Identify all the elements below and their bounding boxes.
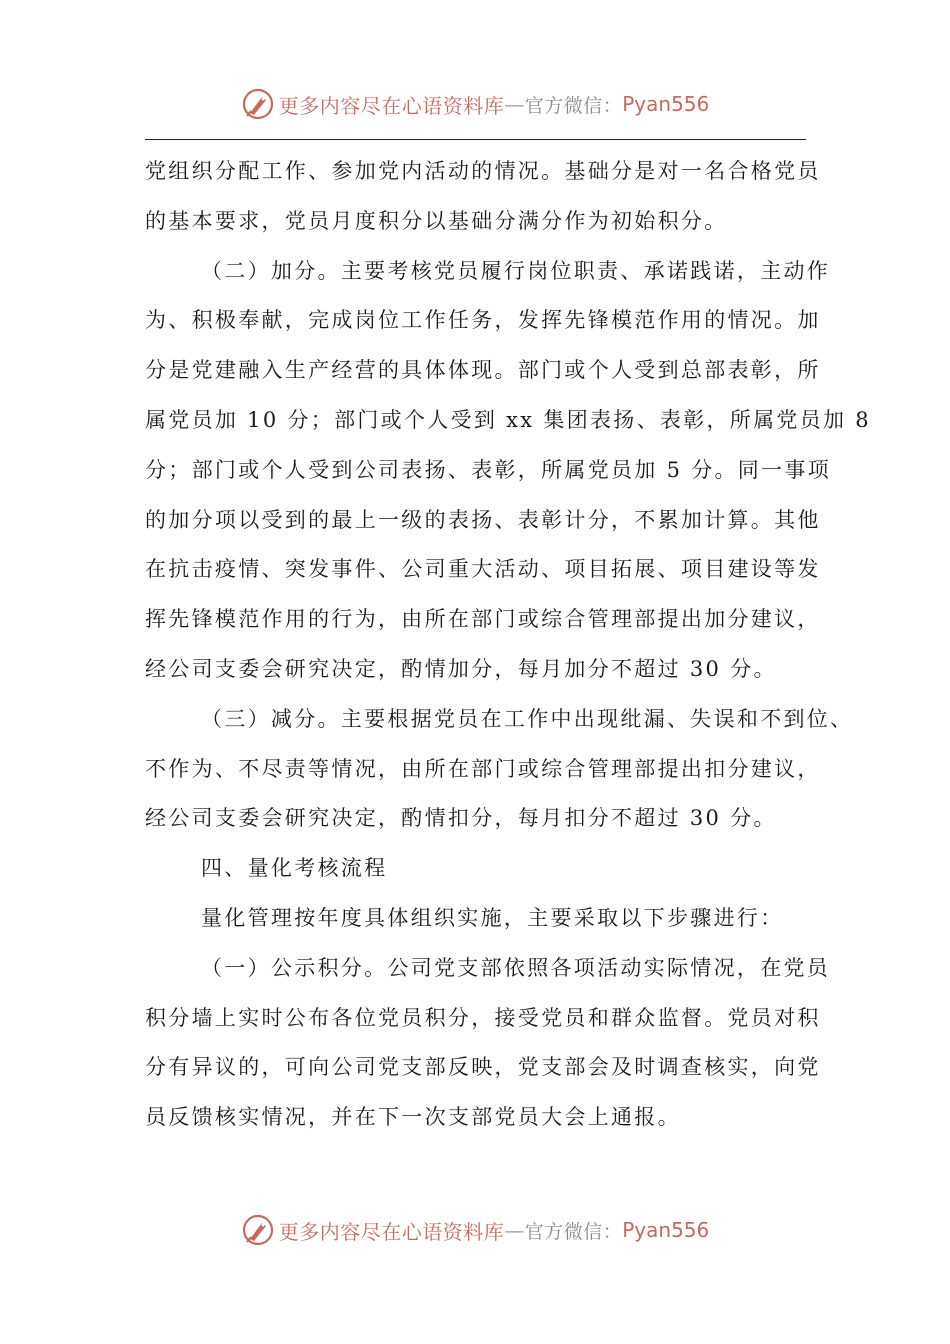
text-line: 经公司支委会研究决定，酌情加分，每月加分不超过 30 分。 bbox=[145, 656, 777, 681]
text-line: 员反馈核实情况，并在下一次支部党员大会上通报。 bbox=[145, 1105, 681, 1130]
header-divider bbox=[145, 139, 806, 140]
pen-nib-icon bbox=[241, 87, 275, 121]
banner-wechat-id: Pyan556 bbox=[622, 1218, 710, 1242]
text-line: 挥先锋模范作用的行为，由所在部门或综合管理部提出加分建议， bbox=[145, 607, 821, 632]
footer-banner bbox=[0, 1210, 950, 1250]
text-line: 量化管理按年度具体组织实施，主要采取以下步骤进行： bbox=[201, 905, 784, 930]
document-body bbox=[145, 147, 871, 1143]
text-line: 不作为、不尽责等情况，由所在部门或综合管理部提出扣分建议， bbox=[145, 756, 821, 781]
paragraph-heading-line: （二）加分。主要考核党员履行岗位职责、承诺践诺，主动作 bbox=[201, 258, 831, 283]
text-line: 的基本要求，党员月度积分以基础分满分作为初始积分。 bbox=[145, 208, 728, 233]
text-line: 党组织分配工作、参加党内活动的情况。基础分是对一名合格党员 bbox=[145, 159, 821, 183]
banner-wechat-id: Pyan556 bbox=[622, 92, 710, 116]
banner-separator: — bbox=[504, 92, 525, 116]
text-line: 属党员加 10 分；部门或个人受到 xx 集团表扬、表彰，所属党员加 8 bbox=[145, 407, 871, 432]
pen-nib-icon bbox=[241, 1213, 275, 1247]
text-line: 在抗击疫情、突发事件、公司重大活动、项目拓展、项目建设等发 bbox=[145, 557, 821, 582]
text-line: 积分墙上实时公布各位党员积分，接受党员和群众监督。党员对积 bbox=[145, 1005, 821, 1030]
paragraph-heading-line: （一）公示积分。公司党支部依照各项活动实际情况，在党员 bbox=[201, 955, 831, 980]
banner-main-text: 更多内容尽在心语资料库 bbox=[278, 1219, 505, 1244]
banner-separator: — bbox=[504, 1218, 525, 1242]
text-line: 为、积极奉献，完成岗位工作任务，发挥先锋模范作用的情况。加 bbox=[145, 308, 821, 333]
section-heading: 四、量化考核流程 bbox=[201, 856, 388, 881]
text-line: 的加分项以受到的最上一级的表扬、表彰计分，不累加计算。其他 bbox=[145, 507, 821, 532]
text-line: 分有异议的，可向公司党支部反映，党支部会及时调查核实，向党 bbox=[145, 1055, 821, 1080]
text-line: 分是党建融入生产经营的具体体现。部门或个人受到总部表彰，所 bbox=[145, 358, 821, 383]
banner-main-text: 更多内容尽在心语资料库 bbox=[278, 93, 505, 118]
banner-wechat-label: 官方微信： bbox=[524, 94, 623, 117]
header-banner bbox=[0, 84, 950, 124]
banner-wechat-label: 官方微信： bbox=[524, 1220, 623, 1243]
text-line: 经公司支委会研究决定，酌情扣分，每月扣分不超过 30 分。 bbox=[145, 806, 777, 831]
paragraph-heading-line: （三）减分。主要根据党员在工作中出现纰漏、失误和不到位、 bbox=[201, 706, 854, 731]
text-line: 分；部门或个人受到公司表扬、表彰，所属党员加 5 分。同一事项 bbox=[145, 457, 832, 482]
